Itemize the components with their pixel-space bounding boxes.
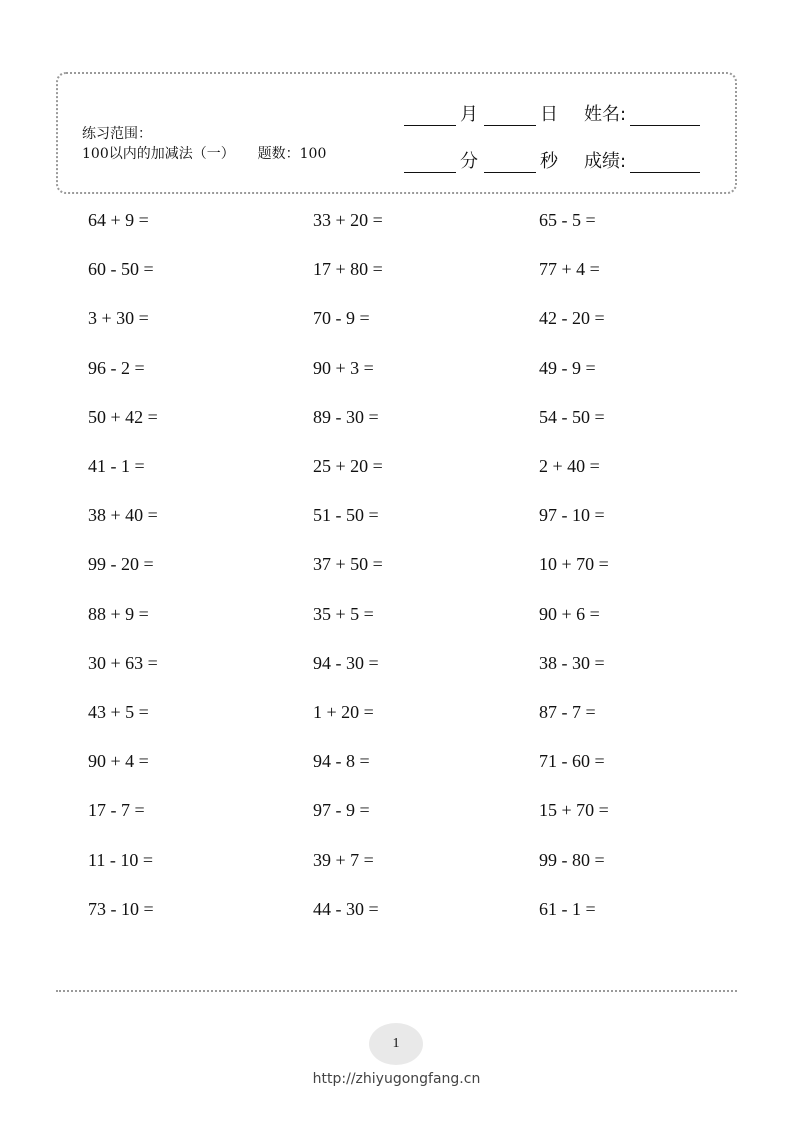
site-url: http://zhiyugongfang.cn: [312, 1071, 481, 1087]
problem-item: 88 + 9 =: [88, 603, 149, 624]
month-blank[interactable]: [404, 105, 456, 126]
problem-item: 37 + 50 =: [313, 554, 383, 575]
problem-item: 11 - 10 =: [88, 849, 153, 870]
minute-label: 分: [460, 151, 478, 172]
problem-item: 17 + 80 =: [313, 259, 383, 280]
name-label: 姓名:: [584, 104, 627, 125]
problem-item: 49 - 9 =: [539, 357, 596, 378]
problem-item: 94 - 8 =: [313, 751, 370, 772]
minute-blank[interactable]: [404, 152, 456, 173]
problem-item: 64 + 9 =: [88, 210, 149, 230]
problem-item: 97 - 9 =: [313, 800, 370, 821]
month-label: 月: [460, 104, 478, 125]
name-blank[interactable]: [630, 105, 700, 126]
problem-item: 77 + 4 =: [539, 259, 600, 280]
problem-item: 54 - 50 =: [539, 406, 605, 427]
problem-item: 17 - 7 =: [88, 800, 145, 821]
problem-item: 87 - 7 =: [539, 702, 596, 722]
score-label: 成绩:: [584, 151, 627, 172]
problem-item: 97 - 10 =: [539, 505, 605, 526]
page-number-badge: [369, 1023, 423, 1065]
problem-item: 1 + 20 =: [313, 702, 374, 722]
problem-item: 96 - 2 =: [88, 357, 145, 378]
day-blank[interactable]: [484, 105, 536, 126]
second-label: 秒: [540, 151, 558, 172]
problem-item: 60 - 50 =: [88, 259, 154, 280]
problem-item: 90 + 4 =: [88, 751, 149, 772]
range-label: 练习范围：: [82, 126, 152, 142]
problem-item: 70 - 9 =: [313, 308, 370, 329]
date-name-row: [404, 100, 700, 126]
header-box: [56, 72, 737, 194]
problem-item: 99 - 20 =: [88, 554, 154, 575]
problem-item: 30 + 63 =: [88, 652, 158, 673]
problem-count: 题数：100: [257, 146, 327, 162]
day-label: 日: [540, 104, 558, 125]
problem-item: 10 + 70 =: [539, 554, 609, 575]
problem-item: 44 - 30 =: [313, 898, 379, 919]
problem-item: 89 - 30 =: [313, 406, 379, 427]
range-description: [82, 144, 326, 164]
problem-item: 3 + 30 =: [88, 308, 149, 329]
score-blank[interactable]: [630, 152, 700, 173]
problem-item: 65 - 5 =: [539, 210, 596, 230]
bottom-divider: [56, 990, 737, 992]
range-desc: 100以内的加减法（一）: [82, 146, 235, 162]
problem-item: 33 + 20 =: [313, 210, 383, 230]
page-number: 1: [392, 1036, 400, 1051]
problem-item: 90 + 3 =: [313, 357, 374, 378]
problem-item: 38 - 30 =: [539, 652, 605, 673]
problem-item: 25 + 20 =: [313, 456, 383, 476]
problem-item: 71 - 60 =: [539, 751, 605, 772]
problem-item: 51 - 50 =: [313, 505, 379, 526]
problem-item: 38 + 40 =: [88, 505, 158, 526]
problem-item: 99 - 80 =: [539, 849, 605, 870]
problem-item: 94 - 30 =: [313, 652, 379, 673]
problem-item: 39 + 7 =: [313, 849, 374, 870]
problem-item: 35 + 5 =: [313, 603, 374, 624]
time-score-row: [404, 147, 700, 173]
problem-item: 43 + 5 =: [88, 702, 149, 722]
practice-range: [82, 124, 326, 164]
problem-item: 42 - 20 =: [539, 308, 605, 329]
problem-item: 41 - 1 =: [88, 456, 145, 476]
problem-item: 90 + 6 =: [539, 603, 600, 624]
problem-item: 61 - 1 =: [539, 898, 596, 919]
problem-item: 73 - 10 =: [88, 898, 154, 919]
problem-item: 2 + 40 =: [539, 456, 600, 476]
second-blank[interactable]: [484, 152, 536, 173]
problem-item: 15 + 70 =: [539, 800, 609, 821]
problem-item: 50 + 42 =: [88, 406, 158, 427]
